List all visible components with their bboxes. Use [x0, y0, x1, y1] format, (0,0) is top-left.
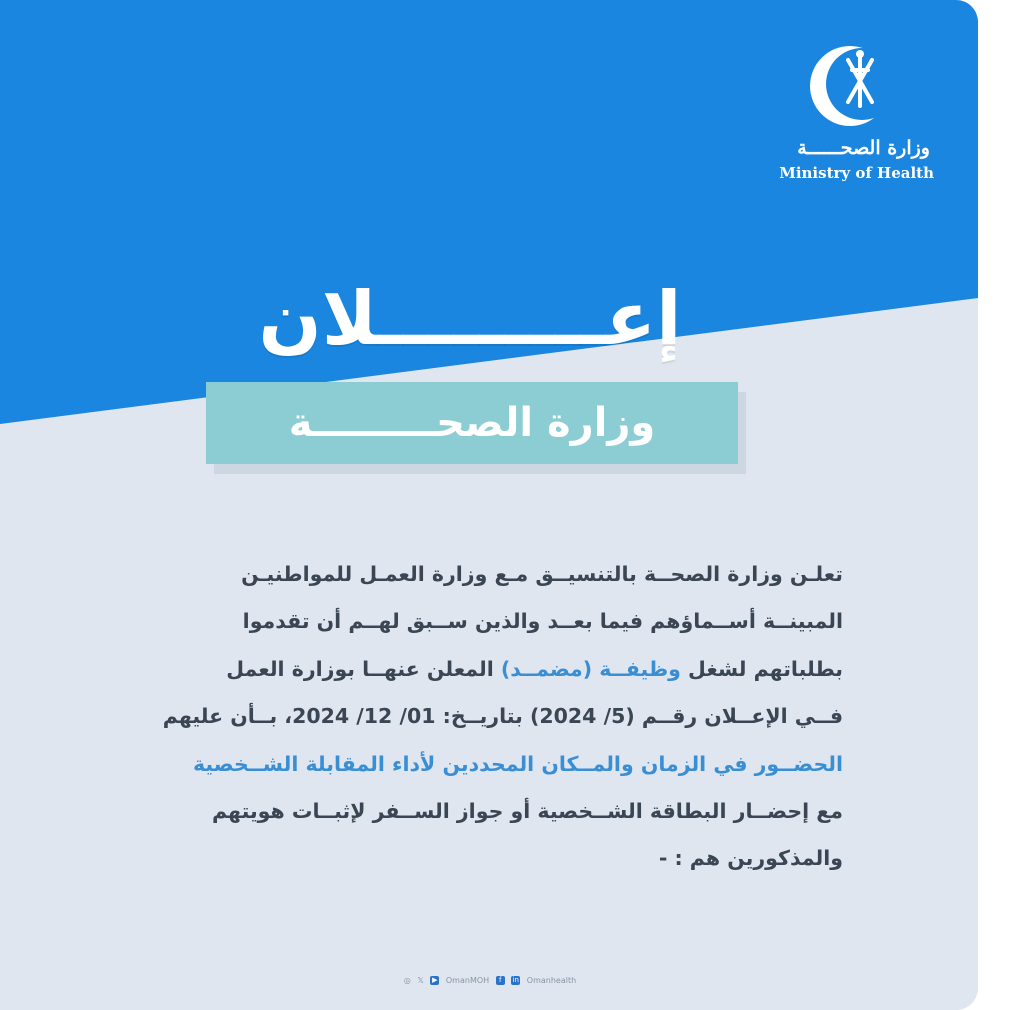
body-line: [78, 551, 843, 598]
announcement-title: إعـــــــــلان: [258, 276, 682, 362]
body-text: المبينــة أســماؤهم فيما بعــد والذين ســبق لهــم أن تقدموا: [242, 609, 843, 634]
highlighted-text: الحضــور في الزمان والمــكان المحددين لأداء المقابلة الشــخصية: [192, 751, 843, 776]
youtube-icon[interactable]: ▶: [432, 976, 438, 984]
body-text: فــي الإعــلان رقــم (5/ 2024) بتاريــخ: 01/ 12/ 2024، بــأن عليهم: [162, 704, 843, 729]
body-line: [78, 693, 843, 740]
body-line: [78, 835, 843, 882]
footer-handle-2[interactable]: Omanhealth: [526, 976, 577, 985]
linkedin-icon[interactable]: in: [512, 976, 519, 984]
body-line: [78, 598, 843, 645]
announcement-body: [78, 551, 843, 883]
x-icon[interactable]: 𝕏: [417, 976, 424, 985]
body-text: بطلباتهم لشغل: [680, 656, 843, 681]
body-line: [78, 646, 843, 693]
body-line: [78, 741, 843, 788]
social-footer: [330, 976, 650, 985]
highlighted-text: وظيفــة (مضمــد): [500, 656, 681, 681]
logo-english-text: Ministry of Health: [779, 164, 934, 182]
body-text: والمذكورين هم : -: [658, 846, 843, 871]
body-line: [78, 788, 843, 835]
body-text: تعلـن وزارة الصحــة بالتنسيــق مـع وزارة العمـل للمواطنيـن: [241, 562, 843, 586]
body-text: مع إحضــار البطاقة الشــخصية أو جواز الســفر لإثبــات هويتهم: [211, 799, 843, 824]
logo-arabic-text: وزارة الصحــــــة: [797, 137, 930, 159]
ministry-banner-text: وزارة الصحـــــــــة: [288, 400, 656, 446]
facebook-icon[interactable]: f: [496, 976, 505, 985]
instagram-icon[interactable]: ◎: [403, 976, 411, 985]
body-text: المعلن عنهــا بوزارة العمل: [226, 656, 501, 681]
footer-handle-1[interactable]: OmanMOH: [445, 976, 490, 985]
